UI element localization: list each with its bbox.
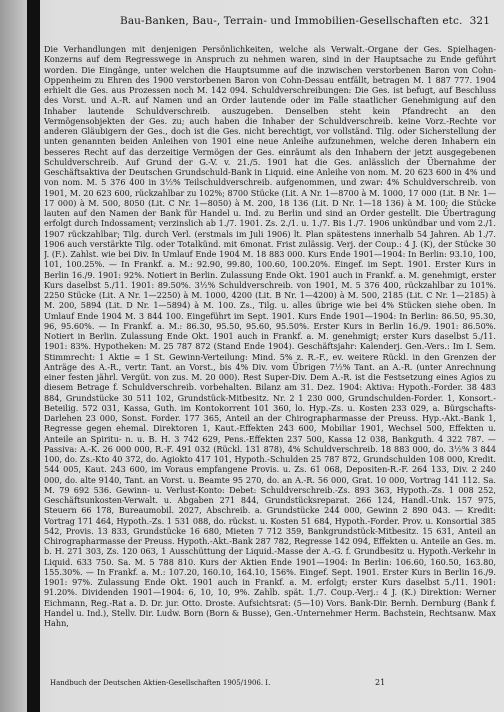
sheet-signature: 21 <box>375 678 386 687</box>
page-footer <box>50 679 490 691</box>
footer-source: Handbuch der Deutschen Aktien-Gesellschaften 1905/1906. I. <box>50 679 271 687</box>
running-header-title: Bau-Banken, Bau-, Terrain- und Immobilien-Gesellschaften etc. <box>120 15 463 27</box>
running-header <box>120 15 490 29</box>
body-paragraph: Die Verhandlungen mit denjenigen Persönlichkeiten, welche als Verwalt.-Organe der Ges. Spielhagen-Konzerns auf dem Regresswege in Anspruch zu nehmen waren, sind in der Hauptsache zu Ende geführt worden. Die Eingänge, unter welchen die Hauptsumme auf die inzwischen verstorbenen Baron von Cohn-Oppenheim zu Ehren des 1900 verstorbenen Baron von Cohn-Dessau entfällt, betragen M. 1 887 777. 1904 erhielt die Ges. aus Prozessen noch M. 142 094. Schuldverschreibungen: Die Ges. ist befugt, auf Beschluss des Vorst. und A.-R. auf Namen und an Order lautende oder im Falle staatlicher Genehmigung auf den Inhaber lautende Schuldverschreib. auszugeben. Denselben steht kein Pfandrecht an den Vermögensobjekten der Ges. zu; auch haben die Inhaber der Schuldverschreib. keine Vorz.-Rechte vor anderen Gläubigern der Ges., doch ist die Ges. nicht berechtigt, vor vollständ. Tilg. oder Sicherstellung der unten genannten beiden Anleihen von 1901 eine neue Anleihe aufzunehmen, welche deren Inhabern ein besseres Recht auf das derzeitige Vermögen der Ges. einräumt als den Inhabern der jetzt ausgegebenen Schuldverschreib. Auf Grund der G.-V. v. 21./5. 1901 hat die Ges. anlässlich der Übernahme der Geschäftsaktiva der Deutschen Grundschuld-Bank in Liquid. eine Anleihe von nom. M. 20 623 600 in 4% und von nom. M. 5 376 400 in 3½% Teilschuldverschreib. aufgenommen, und zwar: 4% Schuldverschreib. von 1901, M. 20 623 600, rückzahlbar zu 102%; 8700 Stücke (Lit. A Nr. 1—8700 à M. 1000, 17 000 (Lit. B Nr. 1—17 000) à M. 500, 8050 (Lit. C Nr. 1—8050) à M. 200, 18 136 (Lit. D Nr. 1—18 136) à M. 100; die Stücke lauten auf den Namen der Bank für Handel u. Ind. zu Berlin und sind an Order gestellt. Die Übertragung erfolgt durch Indossament; verzinslich ab 1./7. 1901. Zs. 2./1. u. 1./7. Bis 1./7. 1906 unkündbar und vom 2./1. 1907 rückzahlbar; Tilg. durch Verl. (erstmals im Juli 1906) lt. Plan spätestens innerhalb 54 Jahren. Ab 1./7. 1906 auch verstärkte Tilg. oder Totalkünd. mit 6monat. Frist zulässig. Verj. der Coup.: 4 J. (K), der Stücke 30 J. (F.). Zahlst. wie bei Div. In Umlauf Ende 1904 M. 18 883 000. Kurs Ende 1901—1904: In Berlin: 93.10, 100, 101, 100.25%. — In Frankf. a. M.: 92.90, 99.80, 100.60, 100.20%. Eingef. im Sept. 1901. Erster Kurs in Berlin 16./9. 1901: 92%. Notiert in Berlin. Zulassung Ende Okt. 1901 auch in Frankf. a. M. genehmigt, erster Kurs daselbst 5./11. 1901: 89.50%. 3½% Schuldverschreib. von 1901, M. 5 376 400, rückzahlbar zu 101%. 2250 Stücke (Lit. A Nr. 1—2250) à M. 1000, 4200 (Lit. B Nr. 1—4200) à M. 500, 2185 (Lit. C Nr. 1—2185) à M. 200, 5894 (Lit. D Nr. 1—5894) à M. 100. Zs., Tilg. u. alles übrige wie bei 4% Stücken siehe oben. In Umlauf Ende 1904 M. 3 844 100. Eingeführt im Sept. 1901. Kurs Ende 1901—1904: In Berlin: 86.50, 95.30, 96, 95.60%. — In Frankf. a. M.: 86.30, 95.50, 95.60, 95.50%. Erster Kurs in Berlin 16./9. 1901: 86.50%. Notiert in Berlin. Zulassung Ende Okt. 1901 auch in Frankf. a. M. genehmigt; erster Kurs daselbst 5./11. 1901: 83%. Hypotheken: M. 25 787 872 (Stand Ende 1904). Geschäftsjahr: Kalenderj. Gen.-Vers.: Im I. Sem. Stimmrecht: 1 Aktie = 1 St. Gewinn-Verteilung: Mind. 5% z. R.-F., ev. weitere Rückl. in den Grenzen der Anträge des A.-R., vertr. Tant. an Vorst., bis 4% Div. vom Übrigen 7½% Tant. an A.-R. (unter Anrechnung einer festen jährl. Vergüt. von zus. M. 20 000). Rest Super-Div. Dem A.-R. ist die Festsetzung eines Agios zu diesem Betrage f. Schuldverschreib. vorbehalten. Bilanz am 31. Dez. 1904: Aktiva: Hypoth.-Forder. 38 483 884, Grundstücke 30 511 102, Grundstück-Mitbesitz. Nr. 2 1 230 000, Grundschulden-Forder. 1, Konsort.-Beteilig. 572 031, Kassa, Guth. im Kontokorrent 101 360, lo. Hyp.-Zs. u. Kosten 233 029, a. Bürgschafts-Darlehen 23 000, Sonst. Forder. 177 365, Anteil an der Chirographarmasse der Preuss. Hyp.-Akt.-Bank 1, Regresse gegen ehemal. Direktoren 1, Kaut.-Effekten 243 600, Mobiliar 1901, Wechsel 500, Effekten u. Anteile an Spiritu- n. u. B. H. 3 742 629, Pens.-Effekten 237 500, Kassa 12 038, Bankguth. 4 322 787. — Passiva: A.-K. 26 000 000, R.-F. 491 032 (Rückl. 131 878), 4% Schuldverschreib. 18 883 000, do. 3½% 3 844 100, do. Zs.-Kto 40 372, do. Agiokto 417 101, Hypoth.-Schulden 25 787 872, Grundschulden 108 000, Kredit. 544 005, Kaut. 243 600, im Voraus empfangene Provis. u. Zs. 61 068, Depositen-R.-F. 264 133, Div. 2 240 000, do. alte 9140, Tant. an Vorst. u. Beamte 95 270, do. an A.-R. 56 000, Grat. 10 000, Vortrag 141 112. Sa. M. 79 692 536. Gewinn- u. Verlust-Konto: Debet: Schuldverschreib.-Zs. 893 363, Hypoth.-Zs. 1 008 252, Geschäftsunkosten-Verwalt. u. Abgaben 271 844, Grundstücksreparat. 266 124, Handl.-Unk. 157 975, Steuern 66 178, Bureaumobil. 2027, Abschreib. a. Grundstücke 244 000, Gewinn 2 890 043. — Kredit: Vortrag 171 464, Hypoth.-Zs. 1 531 088, do. rückst. u. Kosten 51 684, Hypoth.-Forder. Prov. u. Konsortial 385 542, Provis. 13 833, Grundstücke 16 680, Mieten 7 712 359, Bankgrundstück-Mitbesitz. 15 631, Anteil an Chirographarmasse der Preuss. Hypoth.-Akt.-Bank 287 782, Regresse 142 094, Effekten u. Anteile an Ges. m. b. H. 271 303, Zs. 120 063, 1 Ausschüttung der Liquid.-Masse der A.-G. f. Grundbesitz u. Hypoth.-Verkehr in Liquid. 633 750. Sa. M. 5 788 810. Kurs der Aktien Ende 1901—1904: In Berlin: 106.60, 160.50, 163.80, 155.30%. — In Frankf. a. M.: 107.20, 160.10, 164.10, 156%. Eingef. Sept. 1901. Erster Kurs in Berlin 16./9. 1901: 97%. Zulassung Ende Okt. 1901 auch in Frankf. a. M. erfolgt; erster Kurs daselbst 5./11. 1901: 91.20%. Dividenden 1901—1904: 6, 10, 10, 9%. Zahlb. spät. 1./7. Coup.-Verj.: 4 J. (K.) Direktion: Werner Eichmann, Reg.-Rat a. D. Dr. jur. Otto. Droste. Aufsichtsrat: (5—10) Vors. Bank-Dir. Bernh. Dernburg (Bank f. Handel u. Ind.), Stellv. Dir. Ludw. Born (Born & Busse), Gen.-Unternehmer Herm. Bachstein, Rechtsanw. Max Hahn, <box>44 44 496 628</box>
article-body <box>44 44 496 664</box>
page-number: 321 <box>469 15 490 27</box>
previous-page-edge <box>0 0 27 712</box>
book-binding-gutter <box>27 0 40 712</box>
